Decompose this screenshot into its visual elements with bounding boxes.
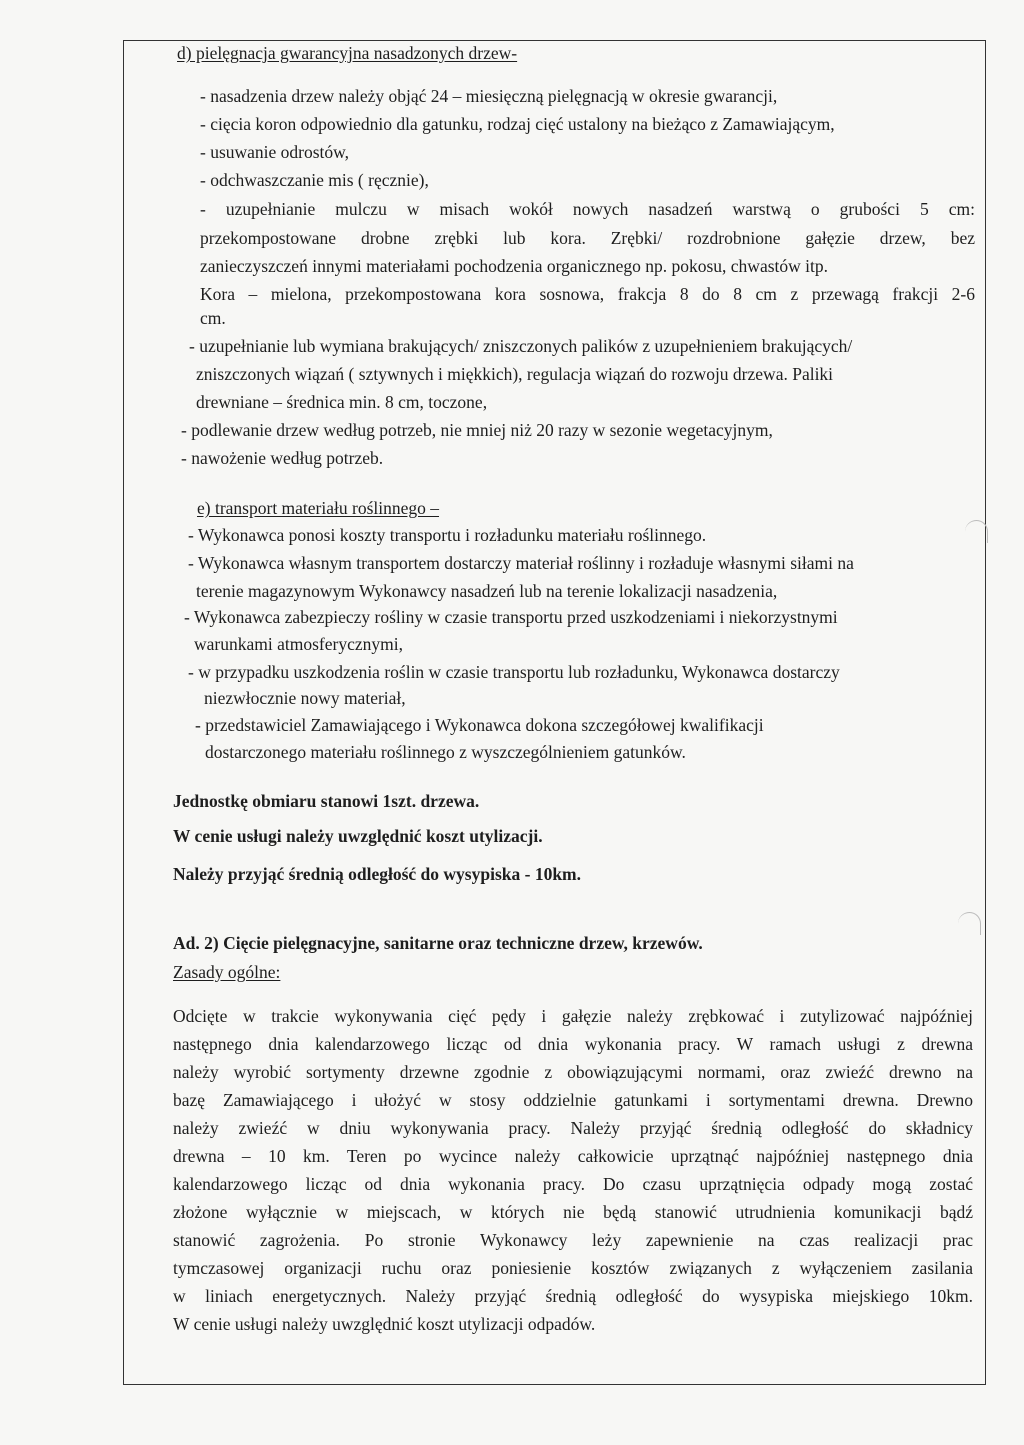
section-ad2-subheading: Zasady ogólne: bbox=[173, 962, 281, 982]
section-e-line: terenie magazynowym Wykonawcy nasadzeń lub na terenie lokalizacji nasadzenia, bbox=[196, 581, 778, 601]
section-d-line: - usuwanie odrostów, bbox=[200, 142, 350, 162]
section-e-line: - Wykonawca własnym transportem dostarczy materiał roślinny i rozładuje własnymi siłami na bbox=[188, 553, 854, 573]
paragraph-line: stanowić zagrożenia. Po stronie Wykonawcy leży zapewnienie na czas realizacji prac bbox=[173, 1230, 973, 1250]
section-d-line: - nasadzenia drzew należy objąć 24 – miesięczną pielęgnacją w okresie gwarancji, bbox=[200, 86, 778, 106]
section-e-line: - Wykonawca zabezpieczy rośliny w czasie transportu przed uszkodzeniami i niekorzystnymi bbox=[184, 607, 838, 627]
paragraph-line: należy wyrobić sortymenty drzewne zgodnie z obowiązującymi normami, oraz zwieźć drewno na bbox=[173, 1062, 973, 1082]
section-e-line: dostarczonego materiału roślinnego z wyszczególnieniem gatunków. bbox=[205, 742, 686, 762]
section-d-line: przekompostowane drobne zrębki lub kora. Zrębki/ rozdrobnione gałęzie drzew, bez bbox=[200, 228, 975, 248]
section-d-line: zniszczonych wiązań ( sztywnych i miękkich), regulacja wiązań do rozwoju drzewa. Paliki bbox=[196, 364, 834, 384]
paragraph-line: należy zwieźć w dniu wykonywania pracy. Należy przyjąć średnią odległość do składnicy bbox=[173, 1118, 973, 1138]
paragraph-line: Odcięte w trakcie wykonywania cięć pędy i gałęzie należy zrębkować i zutylizować najpóźniej bbox=[173, 1006, 973, 1026]
page-edge-mark bbox=[965, 520, 988, 543]
paragraph-line: tymczasowej organizacji ruchu oraz poniesienie kosztów związanych z wyłączeniem zasilania bbox=[173, 1258, 973, 1278]
section-d-line: cm. bbox=[200, 308, 226, 328]
section-e-heading: e) transport materiału roślinnego – bbox=[197, 498, 440, 518]
section-d-heading: d) pielęgnacja gwarancyjna nasadzonych drzew- bbox=[177, 43, 518, 63]
section-e-line: niezwłocznie nowy materiał, bbox=[204, 688, 406, 708]
section-d-line: - nawożenie według potrzeb. bbox=[181, 448, 384, 468]
paragraph-line: w liniach energetycznych. Należy przyjąć średnią odległość do wysypiska miejskiego 10km. bbox=[173, 1286, 973, 1306]
paragraph-line: następnego dnia kalendarzowego licząc od dnia wykonania pracy. W ramach usługi z drewna bbox=[173, 1034, 973, 1054]
paragraph-line: drewna – 10 km. Teren po wycince należy całkowicie uprzątnąć najpóźniej następnego dnia bbox=[173, 1146, 973, 1166]
bold-note: Należy przyjąć średnią odległość do wysypiska - 10km. bbox=[173, 864, 582, 884]
page-edge-mark bbox=[958, 912, 981, 935]
paragraph-line: bazę Zamawiającego i ułożyć w stosy oddzielnie gatunkami i sortymentami drewna. Drewno bbox=[173, 1090, 973, 1110]
section-d-line: - podlewanie drzew według potrzeb, nie mniej niż 20 razy w sezonie wegetacyjnym, bbox=[181, 420, 773, 440]
paragraph-line: kalendarzowego licząc od dnia wykonania pracy. Do czasu uprzątnięcia odpady mogą zostać bbox=[173, 1174, 973, 1194]
paragraph-line: złożone wyłącznie w miejscach, w których nie będą stanowić utrudnienia komunikacji bądź bbox=[173, 1202, 973, 1222]
section-d-line: - cięcia koron odpowiednio dla gatunku, rodzaj cięć ustalony na bieżąco z Zamawiającym, bbox=[200, 114, 835, 134]
paragraph-line: W cenie usługi należy uwzględnić koszt utylizacji odpadów. bbox=[173, 1314, 596, 1334]
bold-note: W cenie usługi należy uwzględnić koszt utylizacji. bbox=[173, 826, 543, 846]
section-e-line: - przedstawiciel Zamawiającego i Wykonawca dokona szczegółowej kwalifikacji bbox=[195, 715, 764, 735]
section-d-line: - uzupełnianie mulczu w misach wokół nowych nasadzeń warstwą o grubości 5 cm: bbox=[200, 199, 975, 219]
section-e-line: - w przypadku uszkodzenia roślin w czasie transportu lub rozładunku, Wykonawca dostarczy bbox=[188, 662, 840, 682]
section-d-line: - uzupełnianie lub wymiana brakujących/ zniszczonych palików z uzupełnieniem brakujących/ bbox=[189, 336, 853, 356]
section-e-line: - Wykonawca ponosi koszty transportu i rozładunku materiału roślinnego. bbox=[188, 525, 707, 545]
section-d-line: - odchwaszczanie mis ( ręcznie), bbox=[200, 170, 429, 190]
section-ad2-heading: Ad. 2) Cięcie pielęgnacyjne, sanitarne oraz techniczne drzew, krzewów. bbox=[173, 933, 703, 953]
section-d-line: zanieczyszczeń innymi materiałami pochodzenia organicznego np. pokosu, chwastów itp. bbox=[200, 256, 829, 276]
section-e-line: warunkami atmosferycznymi, bbox=[194, 634, 403, 654]
section-d-line: Kora – mielona, przekompostowana kora sosnowa, frakcja 8 do 8 cm z przewagą frakcji 2-6 bbox=[200, 284, 975, 304]
bold-note: Jednostkę obmiaru stanowi 1szt. drzewa. bbox=[173, 791, 480, 811]
section-d-line: drewniane – średnica min. 8 cm, toczone, bbox=[196, 392, 488, 412]
